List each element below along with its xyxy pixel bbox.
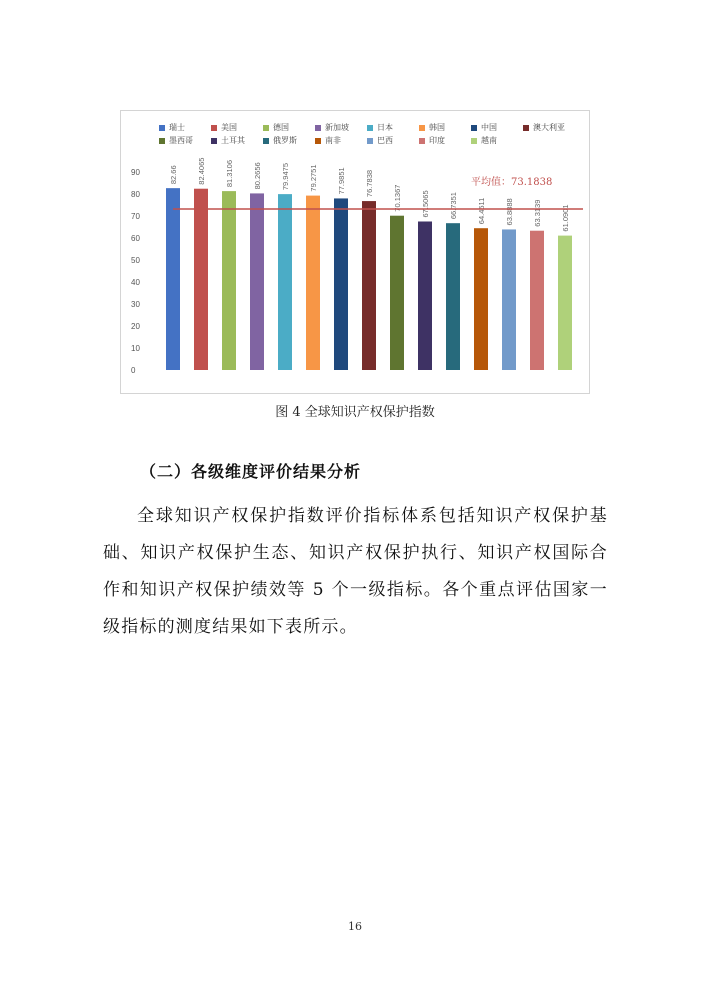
legend-label: 美国	[221, 123, 237, 132]
y-tick-label: 50	[131, 256, 140, 265]
bar	[418, 221, 432, 370]
bar	[334, 198, 348, 370]
figure-caption: 图 4 全球知识产权保护指数	[275, 405, 435, 420]
legend-label: 墨西哥	[169, 136, 193, 145]
average-label: 平均值：73.1838	[471, 176, 553, 188]
bar	[250, 193, 264, 370]
legend-label: 瑞士	[169, 123, 185, 132]
bar	[306, 196, 320, 370]
y-tick-label: 20	[131, 322, 140, 331]
y-tick-label: 60	[131, 234, 140, 243]
bar-value-label: 63.8888	[505, 198, 514, 226]
legend-label: 澳大利亚	[533, 123, 565, 132]
legend-label: 土耳其	[221, 136, 245, 145]
bar-value-label: 70.1367	[393, 184, 402, 212]
bar	[166, 188, 180, 370]
y-tick-label: 0	[131, 366, 136, 375]
bar-value-label: 79.2751	[309, 164, 318, 192]
bar-value-label: 76.7838	[365, 169, 374, 198]
y-tick-label: 40	[131, 278, 140, 287]
bar-value-label: 80.2656	[253, 162, 262, 190]
y-tick-label: 90	[131, 168, 140, 177]
page-number: 16	[348, 920, 362, 933]
legend-label: 韩国	[429, 123, 445, 132]
bar-value-label: 67.5065	[421, 190, 430, 218]
legend-label: 德国	[273, 123, 289, 132]
bar-value-label: 81.3106	[225, 159, 234, 188]
bar-value-label: 82.4065	[197, 157, 206, 185]
y-tick-label: 70	[131, 212, 140, 221]
legend-label: 越南	[481, 136, 497, 145]
legend-label: 日本	[377, 123, 393, 132]
bar-value-label: 61.0901	[561, 204, 570, 232]
bar	[446, 223, 460, 370]
bar	[502, 229, 516, 370]
legend-label: 南非	[325, 136, 341, 145]
bar	[362, 201, 376, 370]
bar	[558, 236, 572, 370]
bar	[278, 194, 292, 370]
legend-label: 中国	[481, 123, 497, 132]
bar	[530, 231, 544, 370]
bar	[222, 191, 236, 370]
bar-value-label: 82.66	[169, 165, 178, 185]
legend-label: 俄罗斯	[273, 136, 297, 145]
bar	[194, 189, 208, 370]
bar-value-label: 79.9475	[281, 162, 290, 191]
legend-label: 新加坡	[325, 123, 349, 132]
bar-chart	[120, 110, 590, 394]
bar	[474, 228, 488, 370]
bar-value-label: 66.7351	[449, 192, 458, 220]
chart-plot	[121, 111, 591, 395]
bar	[390, 216, 404, 370]
y-tick-label: 10	[131, 344, 140, 353]
legend-label: 印度	[429, 136, 445, 145]
section-heading: （二）各级维度评价结果分析	[140, 462, 362, 481]
bar-value-label: 63.3139	[533, 199, 542, 227]
y-tick-label: 30	[131, 300, 140, 309]
y-tick-label: 80	[131, 190, 140, 199]
body-paragraph: 全球知识产权保护指数评价指标体系包括知识产权保护基础、知识产权保护生态、知识产权保护执行、知识产权国际合作和知识产权保护绩效等 5 个一级指标。各个重点评估国家一级指标的测度结果如下表所示。	[103, 506, 608, 637]
bar-value-label: 77.9851	[337, 167, 346, 195]
legend-label: 巴西	[377, 136, 393, 145]
bar-value-label: 64.4511	[477, 197, 486, 225]
